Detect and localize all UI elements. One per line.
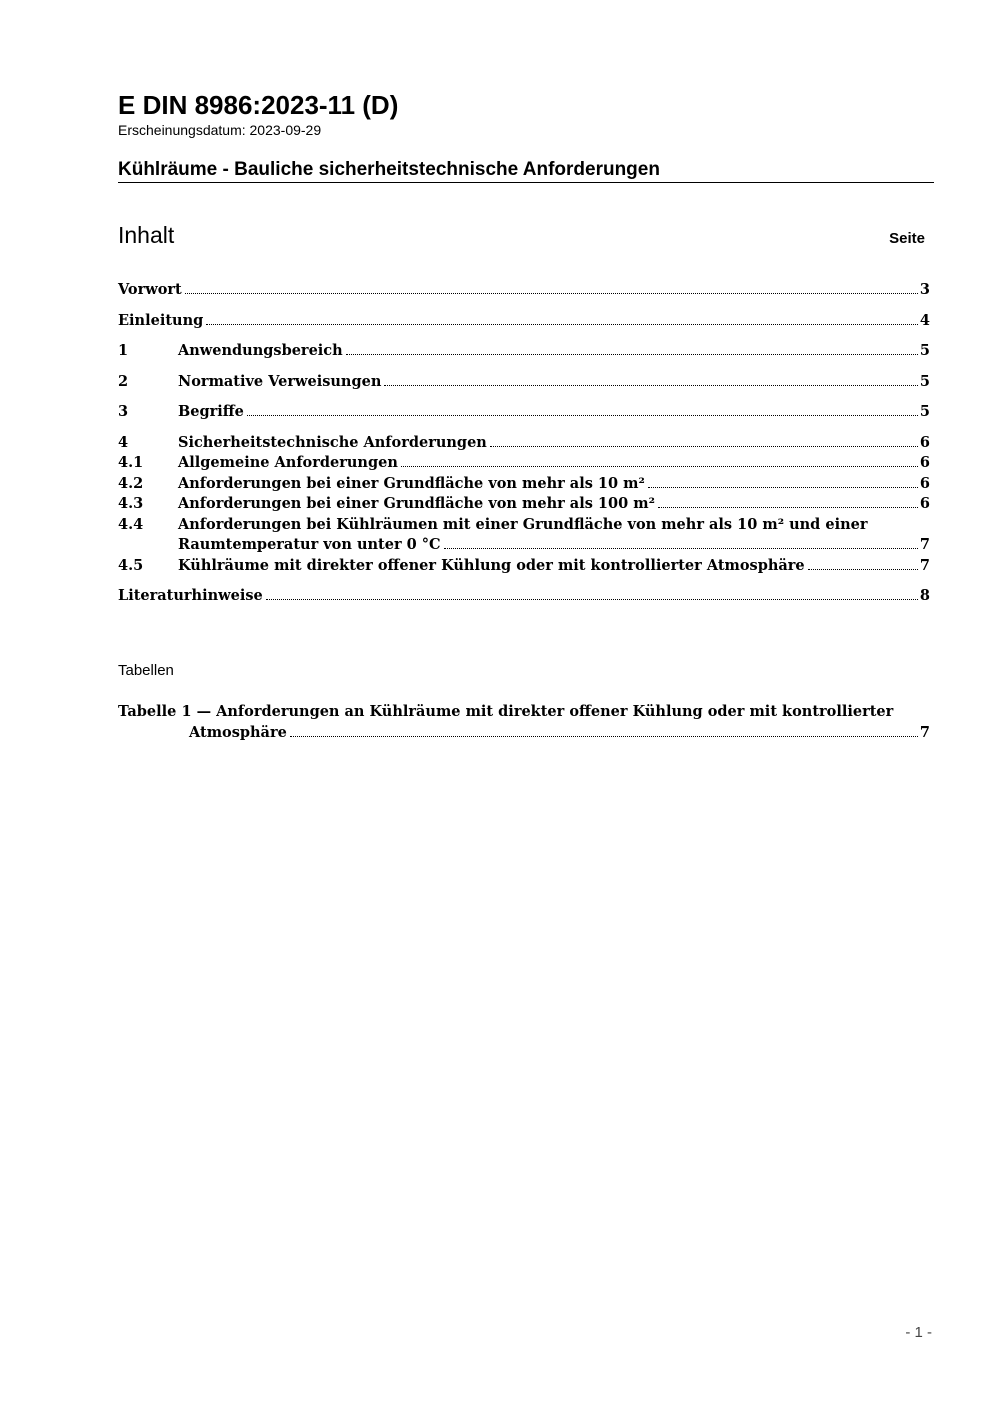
toc-entry-number: 4.3 [118, 495, 144, 512]
toc-entry-text: Anforderungen bei einer Grundfläche von mehr als 10 m² [178, 474, 645, 492]
toc-entry-page: 3 [919, 281, 930, 298]
toc-entry-page: 7 [919, 556, 930, 574]
dot-leader [206, 324, 918, 325]
toc-entry-text: Anforderungen bei einer Grundfläche von mehr als 100 m² [178, 495, 655, 512]
toc-entry-text: Kühlräume mit direkter offener Kühlung oder mit kontrollierter Atmosphäre [178, 556, 805, 574]
toc-entry-number: 4.5 [118, 556, 144, 574]
toc-entry-page: 6 [919, 495, 930, 512]
toc-entry-number: 4.4 [118, 515, 144, 533]
toc-entry-page: 4 [919, 311, 930, 329]
dot-leader [266, 599, 918, 600]
dot-leader [247, 415, 918, 416]
dot-leader [648, 487, 918, 488]
dot-leader [185, 293, 918, 294]
document-id: E DIN 8986:2023-11 (D) [118, 90, 399, 120]
dot-leader [401, 466, 918, 467]
dot-leader [346, 354, 918, 355]
table-entry-page: 7 [919, 724, 930, 741]
toc-entry-number: 4 [118, 433, 129, 451]
page-number-footer: - 1 - [905, 1324, 932, 1341]
toc-entry-4-3[interactable] [118, 494, 930, 515]
tables-list-entry[interactable] [118, 701, 930, 743]
toc-entry-1[interactable] [118, 341, 930, 362]
toc-entry-page: 6 [919, 474, 930, 492]
dot-leader [290, 736, 918, 737]
toc-entry-text: Vorwort [118, 281, 182, 298]
table-entry-text: Tabelle 1 — Anforderungen an Kühlräume mit direkter offener Kühlung oder mit kontrollierter [118, 703, 894, 720]
toc-entry-3[interactable] [118, 402, 930, 423]
toc-entry-text: Anforderungen bei Kühlräumen mit einer Grundfläche von mehr als 10 m² und einer [178, 515, 868, 533]
dot-leader [808, 569, 918, 570]
toc-entry-einleitung[interactable] [118, 311, 930, 332]
toc-entry-number: 3 [118, 403, 129, 420]
toc-entry-number: 4.2 [118, 474, 144, 492]
toc-entry-page: 8 [919, 587, 930, 604]
toc-entry-text: Sicherheitstechnische Anforderungen [178, 433, 487, 451]
toc-entry-number: 1 [118, 342, 129, 359]
toc-entry-text: Allgemeine Anforderungen [178, 454, 398, 471]
table-entry-continued [118, 722, 930, 743]
toc-entry-page: 7 [919, 536, 930, 553]
toc-entry-4[interactable] [118, 433, 930, 454]
page-column-label: Seite [889, 230, 925, 247]
toc-entry-text: Normative Verweisungen [178, 372, 382, 390]
toc-entry-text: Literaturhinweise [118, 587, 263, 604]
table-of-contents [118, 280, 930, 607]
toc-entry-text: Anwendungsbereich [178, 342, 343, 359]
toc-entry-page: 6 [919, 433, 930, 451]
dot-leader [444, 548, 918, 549]
toc-entry-4-5[interactable] [118, 556, 930, 577]
toc-entry-4-1[interactable] [118, 453, 930, 474]
toc-entry-page: 5 [919, 403, 930, 420]
toc-entry-number: 2 [118, 372, 129, 390]
toc-entry-page: 6 [919, 454, 930, 471]
table-entry-text: Atmosphäre [189, 724, 287, 741]
publication-date: Erscheinungsdatum: 2023-09-29 [118, 122, 322, 138]
toc-entry-literaturhinweise[interactable] [118, 586, 930, 607]
toc-heading: Inhalt [118, 222, 175, 248]
toc-entry-text: Begriffe [178, 403, 244, 420]
dot-leader [490, 446, 918, 447]
toc-entry-page: 5 [919, 372, 930, 390]
toc-entry-2[interactable] [118, 372, 930, 393]
toc-entry-page: 5 [919, 342, 930, 359]
toc-entry-4-4-continued[interactable] [118, 535, 930, 556]
toc-entry-text: Einleitung [118, 311, 204, 329]
dot-leader [658, 507, 918, 508]
toc-entry-text: Raumtemperatur von unter 0 °C [178, 536, 441, 553]
toc-entry-vorwort[interactable] [118, 280, 930, 301]
title-rule [118, 182, 934, 183]
toc-entry-4-4[interactable] [118, 515, 930, 536]
toc-entry-4-2[interactable] [118, 474, 930, 495]
tables-heading: Tabellen [118, 662, 174, 679]
document-title: Kühlräume - Bauliche sicherheitstechnische Anforderungen [118, 159, 660, 180]
toc-entry-number: 4.1 [118, 454, 144, 471]
dot-leader [384, 385, 918, 386]
